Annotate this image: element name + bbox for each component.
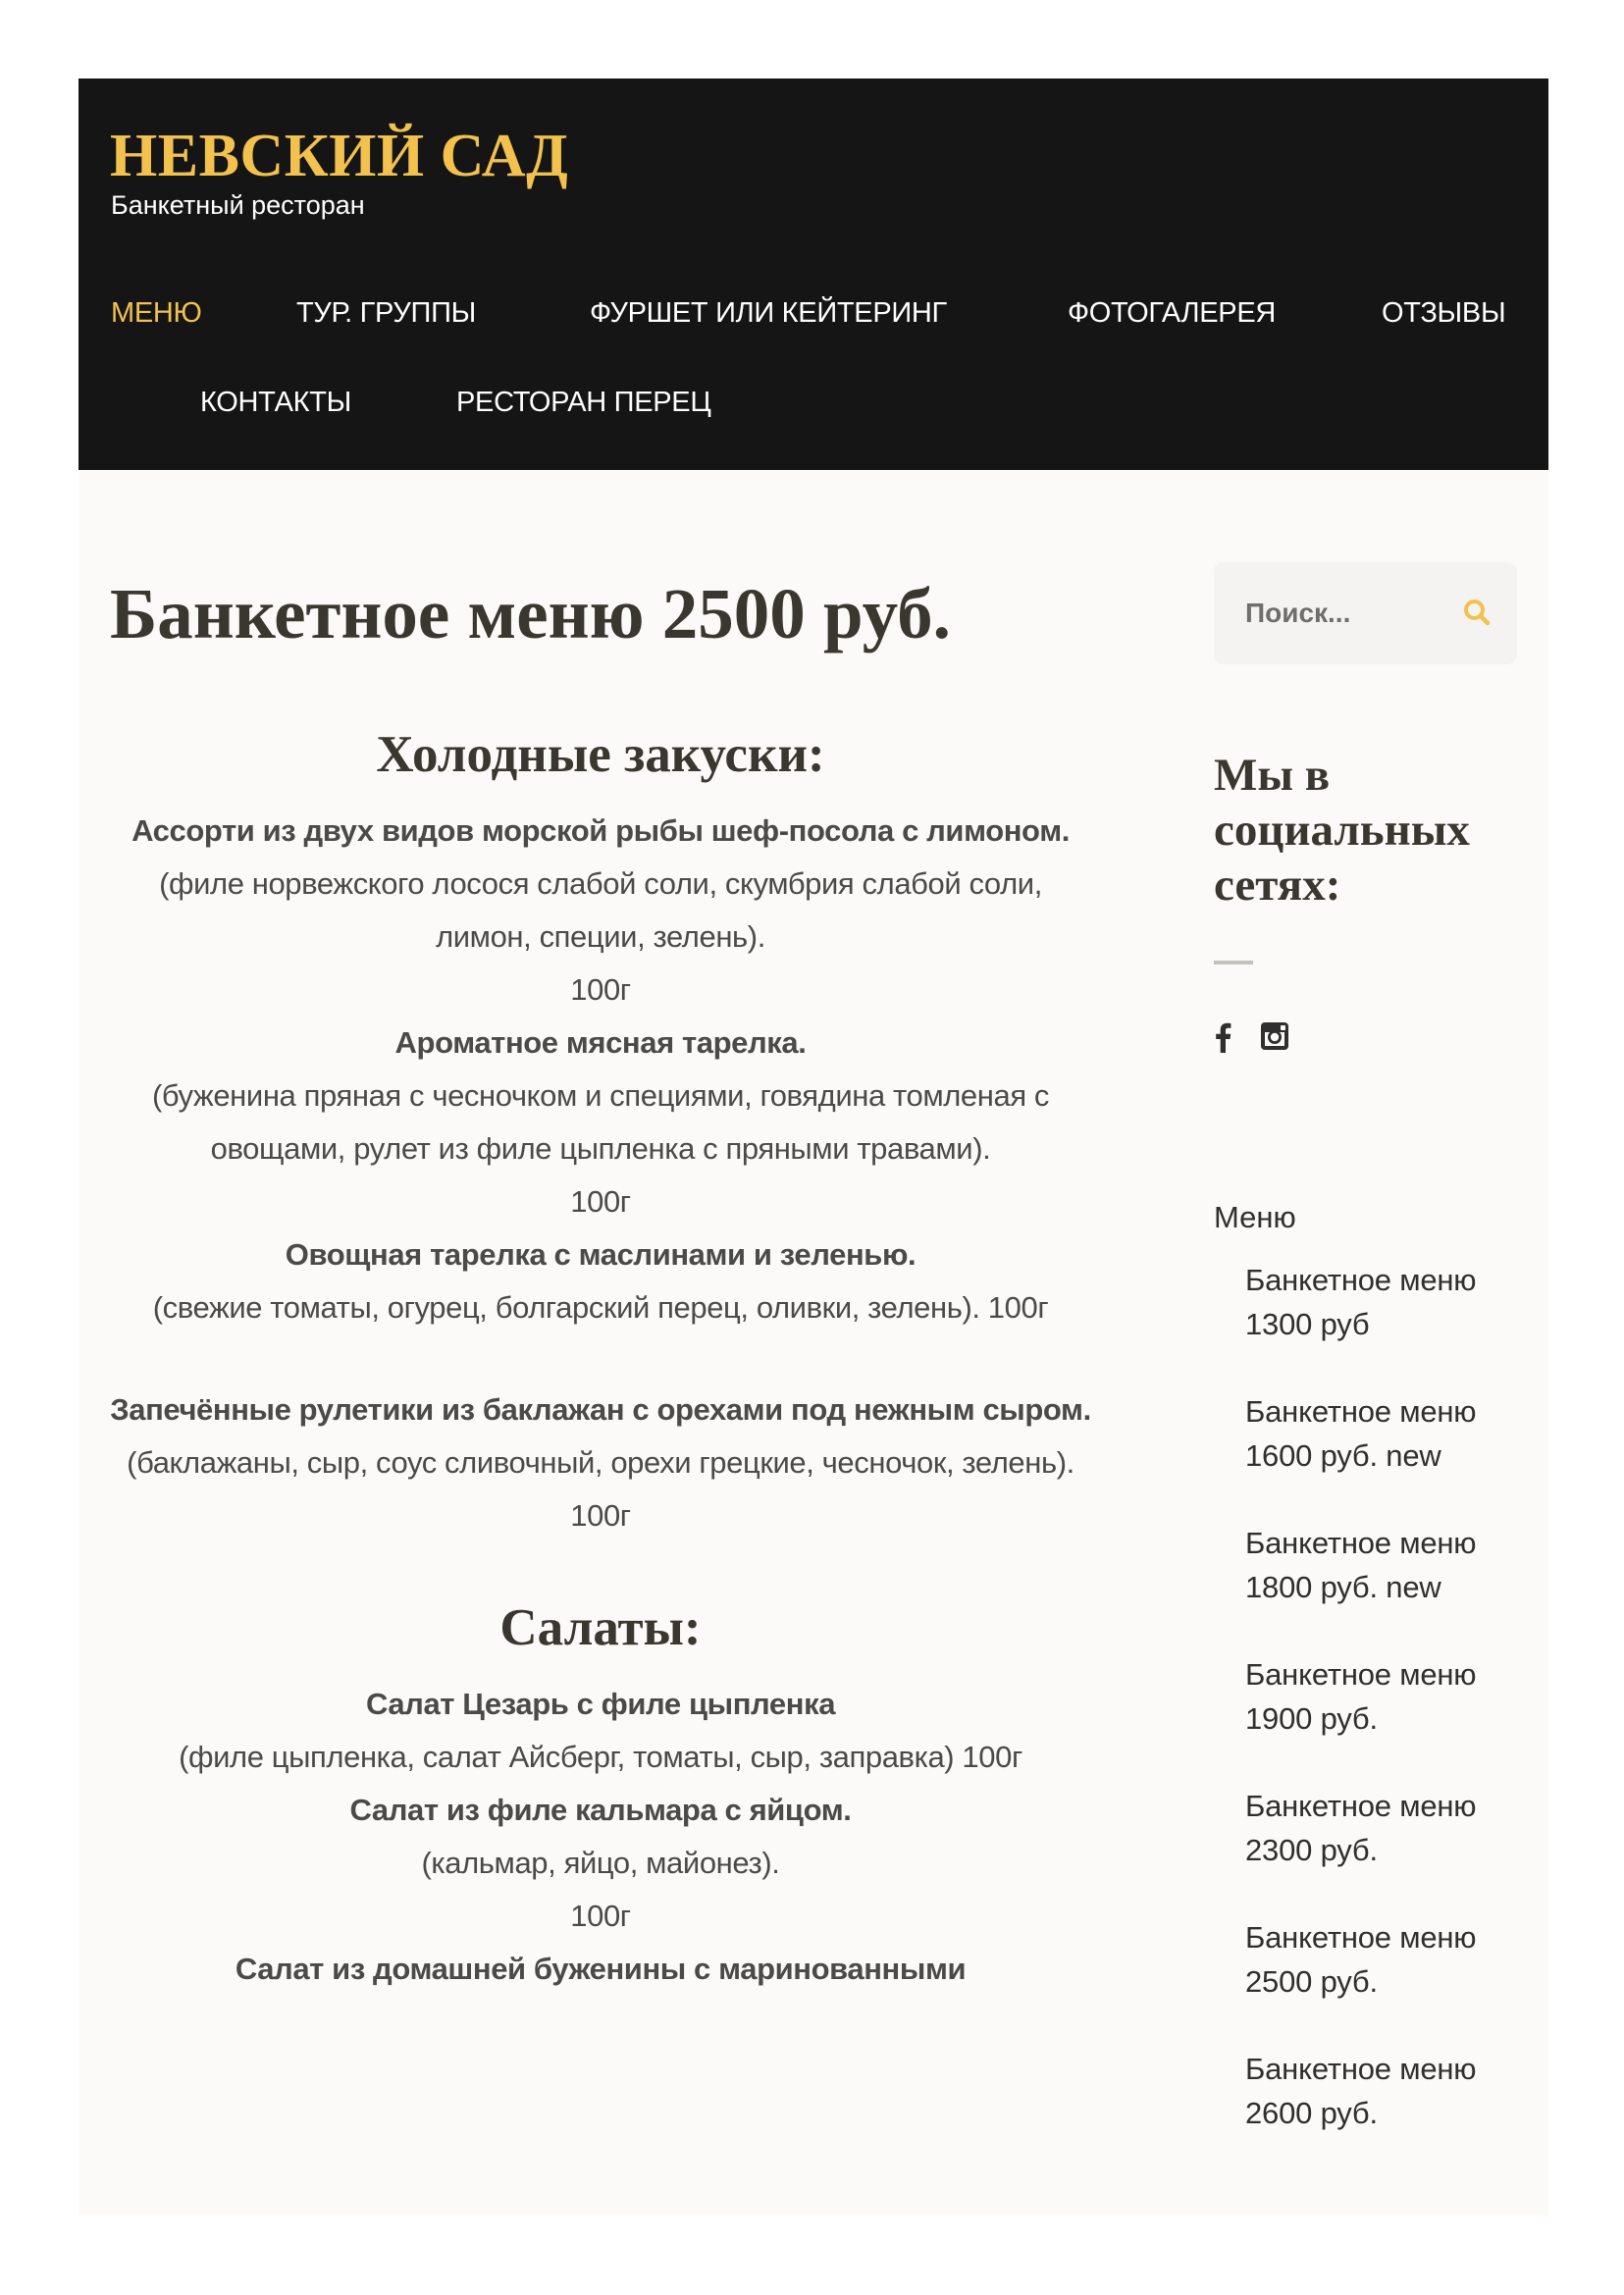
dish-name: Ароматное мясная тарелка. bbox=[394, 1025, 807, 1060]
sidebar-menu-item-1900[interactable]: Банкетное меню 1900 руб. bbox=[1245, 1657, 1477, 1736]
sidebar-menu-item-1300[interactable]: Банкетное меню 1300 руб bbox=[1245, 1263, 1477, 1341]
dish-name: Салат из филе кальмара с яйцом. bbox=[349, 1793, 852, 1827]
dish-name: Салат из домашней буженины с маринованными bbox=[235, 1952, 967, 1986]
dish-item bbox=[110, 1017, 1091, 1228]
main-navigation bbox=[79, 78, 1548, 470]
sidebar-menu bbox=[1245, 1258, 1530, 2178]
sidebar-menu-item-2500[interactable]: Банкетное меню 2500 руб. bbox=[1245, 1920, 1477, 1999]
dish-name: Салат Цезарь с филе цыпленка bbox=[365, 1687, 836, 1721]
divider bbox=[1214, 961, 1253, 965]
dish-item bbox=[110, 1784, 1091, 1943]
instagram-icon bbox=[1260, 1021, 1289, 1051]
section-heading-salads: Салаты: bbox=[499, 1599, 702, 1656]
content-area bbox=[79, 470, 1548, 2216]
site-header bbox=[79, 78, 1548, 470]
dish-item bbox=[110, 1228, 1091, 1334]
section-heading-cold-appetizers: Холодные закуски: bbox=[376, 726, 825, 783]
sidebar-menu-item-1800[interactable]: Банкетное меню 1800 руб. new bbox=[1245, 1526, 1477, 1604]
site-title-link[interactable]: НЕВСКИЙ САД bbox=[110, 123, 569, 189]
sidebar-menu-item-2600[interactable]: Банкетное меню 2600 руб. bbox=[1245, 2052, 1477, 2130]
search-form bbox=[1214, 562, 1517, 664]
sidebar-menu-item-2300[interactable]: Банкетное меню 2300 руб. bbox=[1245, 1789, 1477, 1867]
dish-description: (буженина пряная с чесночком и специями, говядина томленая с овощами, рулет из филе цыпленка с пряными травами). bbox=[151, 1078, 1050, 1166]
dish-description: (баклажаны, сыр, соус сливочный, орехи грецкие, чесночок, зелень). bbox=[127, 1445, 1074, 1480]
dish-description: (филе норвежского лосося слабой соли, скумбрия слабой соли, лимон, специи, зелень). bbox=[159, 866, 1042, 954]
social-widget-title: Мы в социальных сетях: bbox=[1214, 750, 1470, 911]
menu-content bbox=[110, 720, 1091, 1996]
nav-item-photo-gallery[interactable]: ФОТОГАЛЕРЕЯ bbox=[1068, 297, 1277, 329]
search-input[interactable] bbox=[1245, 592, 1441, 635]
nav-item-buffet-catering[interactable]: ФУРШЕТ ИЛИ КЕЙТЕРИНГ bbox=[590, 297, 947, 329]
search-icon bbox=[1462, 598, 1492, 627]
dish-item bbox=[110, 805, 1091, 1017]
dish-item bbox=[110, 1943, 1091, 1996]
sidebar-menu-label: Меню bbox=[1214, 1200, 1296, 1234]
spacer bbox=[110, 1334, 1091, 1383]
dish-item bbox=[110, 1678, 1091, 1784]
dish-weight: 100г bbox=[570, 1498, 631, 1533]
dish-description: (кальмар, яйцо, майонез). bbox=[421, 1846, 780, 1880]
dish-description: (филе цыпленка, салат Айсберг, томаты, сыр, заправка) 100г bbox=[179, 1740, 1022, 1774]
page-title: Банкетное меню 2500 руб. bbox=[110, 574, 951, 653]
nav-item-restaurant-perets[interactable]: РЕСТОРАН ПЕРЕЦ bbox=[456, 387, 711, 418]
instagram-link[interactable] bbox=[1260, 1021, 1289, 1055]
dish-name: Запечённые рулетики из баклажан с орехами под нежным сыром. bbox=[110, 1392, 1091, 1427]
sidebar-menu-item-1600[interactable]: Банкетное меню 1600 руб. new bbox=[1245, 1394, 1477, 1473]
site-tagline: Банкетный ресторан bbox=[111, 190, 365, 220]
dish-name: Овощная тарелка с маслинами и зеленью. bbox=[285, 1237, 917, 1272]
dish-name: Ассорти из двух видов морской рыбы шеф-посола с лимоном. bbox=[131, 813, 1070, 848]
facebook-icon bbox=[1214, 1021, 1231, 1053]
search-button[interactable] bbox=[1459, 596, 1494, 631]
dish-weight: 100г bbox=[570, 1184, 631, 1219]
dish-weight: 100г bbox=[570, 972, 631, 1007]
nav-item-tour-groups[interactable]: ТУР. ГРУППЫ bbox=[296, 297, 477, 329]
nav-item-menu[interactable]: МЕНЮ bbox=[111, 297, 202, 329]
dish-item bbox=[110, 1383, 1091, 1542]
dish-description: (свежие томаты, огурец, болгарский перец, оливки, зелень). 100г bbox=[152, 1290, 1049, 1325]
nav-item-reviews[interactable]: ОТЗЫВЫ bbox=[1382, 297, 1506, 329]
nav-item-contacts[interactable]: КОНТАКТЫ bbox=[200, 387, 352, 418]
dish-weight: 100г bbox=[570, 1899, 631, 1933]
facebook-link[interactable] bbox=[1214, 1021, 1243, 1055]
